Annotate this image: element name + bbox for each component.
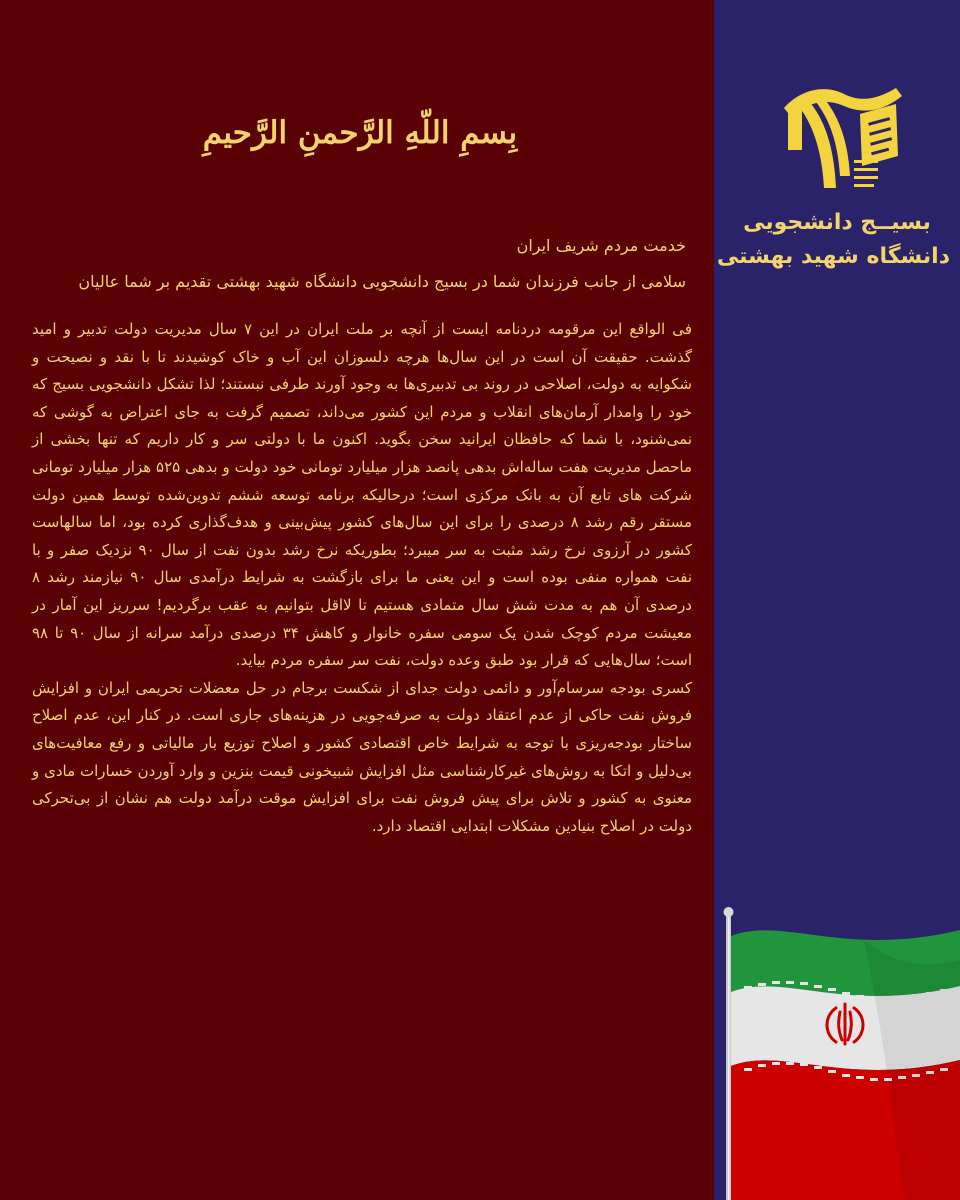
body-paragraph-2: کسری بودجه سرسام‌آور و دائمی دولت جدای از شکست برجام در حل معضلات تحریمی ایران و افزایش فروش نفت حاکی از عدم اعتقاد دولت به صرفه‌جویی در هزینه‌های جاری است. در کنار این، عدم اصلاح ساختار بودجه‌ریزی با توجه به شرایط خاص اقتصادی کشور و اصلاح توزیع بار مالیاتی و رفع معافیت‌های بی‌دلیل و اتکا به روش‌های غیرکارشناسی مثل افزایش شبیخونی قیمت بنزین و وارد آوردن خسارات مادی و معنوی به کشور و تلاش برای پیش فروش نفت برای افزایش موقت درآمد دولت هم نشان از بی‌تحرکی دولت در اصلاح بنیادین مشکلات ابتدایی اقتصاد دارد. <box>32 678 692 835</box>
greeting-line-2: سلامی از جانب فرزندان شما در بسیج دانشجویی دانشگاه شهید بهشتی تقدیم بر شما عالیان <box>78 272 686 291</box>
organization-name-line-1: بسیــج دانشجویی <box>743 210 931 235</box>
letter-body <box>32 316 692 840</box>
greeting-line-1: خدمت مردم شریف ایران <box>516 236 686 255</box>
iran-flag-icon <box>714 900 960 1200</box>
organization-name <box>716 206 950 274</box>
basmala-heading: بِسمِ اللّهِ الرَّحمنِ الرَّحیمِ <box>202 115 518 151</box>
body-paragraph-1: فی الواقع این مرقومه دردنامه ایست از آنچه بر ملت ایران در این ۷ سال مدیریت دولت تدبیر و امید گذشت. حقیقت آن است در این سال‌ها هرچه دلسوزان این آب و خاک کوشیدند تا با نقد و نصیحت و شکوایه به دولت، اصلاحی در روند بی تدبیری‌ها به وجود آورند طرفی نبستند؛ لذا تشکل دانشجویی بسیج که خود را وامدار آرمان‌های انقلاب و مردم این کشور می‌داند، تصمیم گرفت به جای اعتراض به گوشی که نمی‌شنود، با شما که حافظان ایرانید سخن بگوید. اکنون ما با دولتی سر و کار داریم که تنها بخشی از ماحصل مدیریت هفت ساله‌اش بدهی پانصد هزار میلیارد تومانی خود دولت و بدهی ۵۲۵ هزار میلیارد تومانی شرکت های تابع آن به بانک مرکزی است؛ درحالیکه برنامه توسعه ششم تدوین‌شده توسط همین دولت مستقر رقم رشد ۸ درصدی را برای این سال‌های کشور پیش‌بینی و هدف‌گذاری کرده بود، اما سالهاست کشور در آرزوی نرخ رشد مثبت به سر میبرد؛ بطوریکه نرخ رشد بدون نفت از سال ۹۰ نزدیک صفر و با نفت همواره منفی بوده است و این یعنی ما برای بازگشت به شرایط درآمدی سال ۹۰ نیازمند رشد ۸ درصدی آن هم به مدت شش سال متمادی هستیم تا لااقل بتوانیم به عقب برگردیم! سرریز این آمار در معیشت مردم کوچک شدن یک سومی سفره خانوار و کاهش ۳۴ درصدی درآمد سرانه از سال ۹۰ تا ۹۸ است؛ سال‌هایی که قرار بود طبق وعده دولت، نفت سر سفره مردم بیاید. <box>32 320 693 670</box>
organization-name-line-2: دانشگاه شهید بهشتی <box>716 244 950 269</box>
greeting-block <box>36 228 686 300</box>
basij-logo-icon <box>778 80 906 200</box>
